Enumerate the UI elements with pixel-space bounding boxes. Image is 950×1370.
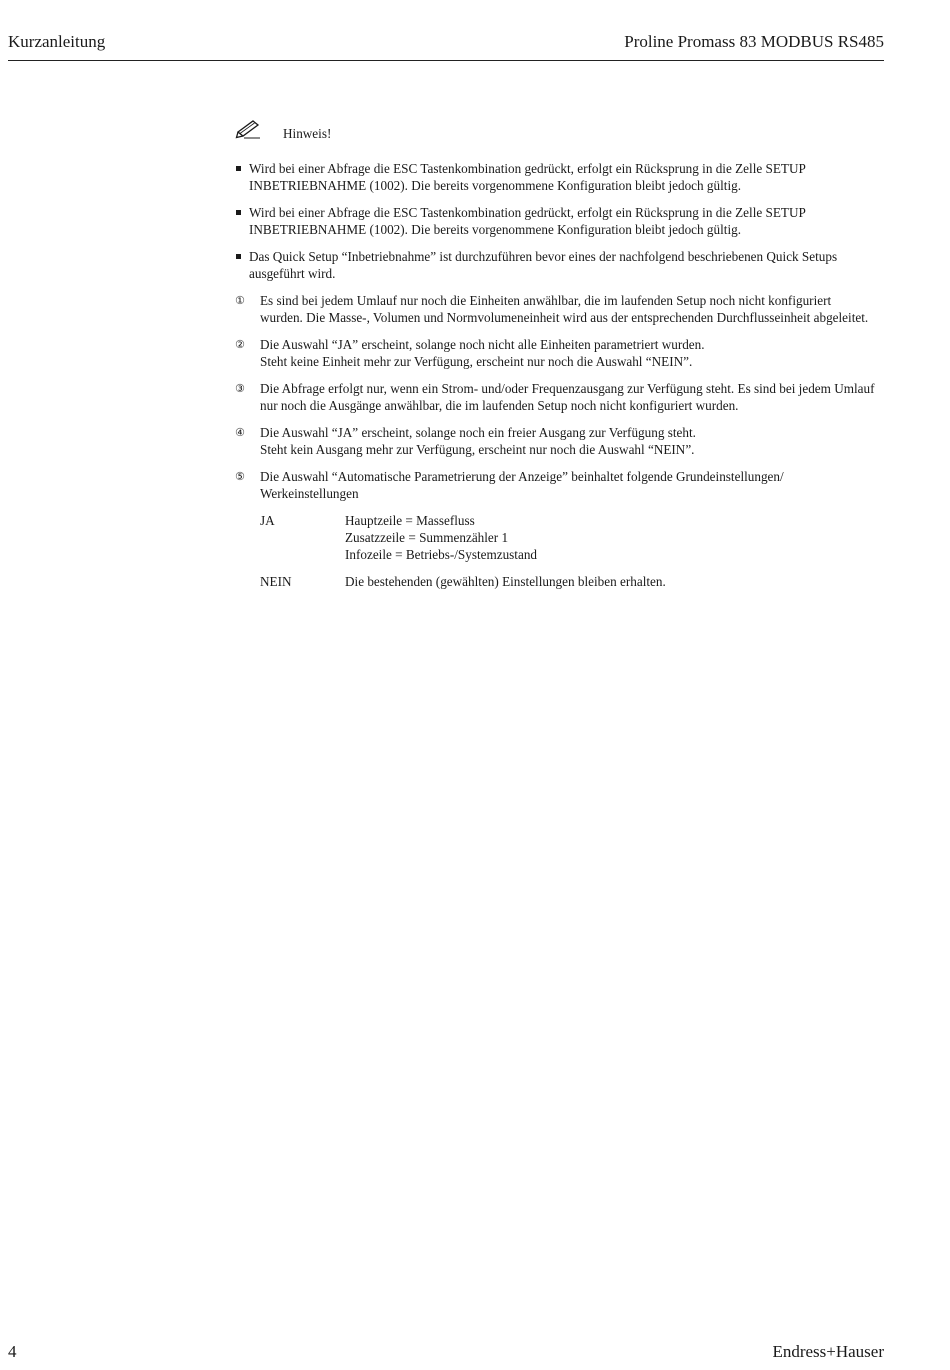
numbered-item [235, 468, 885, 502]
option-line: Infozeile = Betriebs-/Systemzustand [345, 547, 538, 562]
numbered-text-line: Die Auswahl “JA” erscheint, solange noch nicht alle Einheiten parametriert wurden. [260, 337, 705, 352]
bullet-text: Das Quick Setup “Inbetriebnahme” ist durchzuführen bevor eines der nachfolgend beschriebenen Quick Setups ausgeführt wird. [249, 249, 838, 281]
section-title: Kurzanleitung [8, 32, 106, 51]
note-label: Hinweis! [283, 126, 332, 141]
option-ja [260, 512, 885, 563]
brand-name: Endress+Hauser [772, 1342, 884, 1361]
option-line: Hauptzeile = Massefluss [345, 513, 475, 528]
numbered-text-line: Die Abfrage erfolgt nur, wenn ein Strom- und/oder Frequenzausgang zur Verfügung steht. Es sind bei jedem Umlauf [260, 381, 875, 396]
pencil-note-icon [235, 118, 263, 140]
numbered-text-line: Die Auswahl “JA” erscheint, solange noch ein freier Ausgang zur Verfügung steht. [260, 425, 696, 440]
circled-number: ② [235, 338, 245, 351]
numbered-text-line: nur noch die Ausgänge anwählbar, die im laufenden Setup noch nicht konfiguriert wurden. [260, 398, 739, 413]
option-nein [260, 573, 885, 590]
main-content [235, 122, 885, 590]
bullet-square-icon [236, 210, 241, 215]
circled-number: ④ [235, 426, 245, 439]
bullet-square-icon [236, 254, 241, 259]
circled-number: ⑤ [235, 470, 245, 483]
numbered-text-line: wurden. Die Masse-, Volumen und Normvolumeneinheit wird aus der entsprechenden Durchflusseinheit abgeleitet. [260, 310, 869, 325]
page-number: 4 [8, 1342, 17, 1361]
numbered-text-line: Die Auswahl “Automatische Parametrierung der Anzeige” beinhaltet folgende Grundeinstellungen/ [260, 469, 784, 484]
circled-number: ③ [235, 382, 245, 395]
page-header [8, 30, 884, 61]
circled-number: ① [235, 294, 245, 307]
numbered-text-line: Es sind bei jedem Umlauf nur noch die Einheiten anwählbar, die im laufenden Setup noch nicht konfiguriert [260, 293, 832, 308]
bullet-item [235, 248, 885, 282]
bullet-text: Wird bei einer Abfrage die ESC Tastenkombination gedrückt, erfolgt ein Rücksprung in die Zelle SETUP INBETRIEBNAHME (1002). Die bereits vorgenommene Konfiguration bleibt jedoch gültig. [249, 161, 806, 193]
numbered-text-line: Steht keine Einheit mehr zur Verfügung, erscheint nur noch die Auswahl “NEIN”. [260, 354, 693, 369]
document-title: Proline Promass 83 MODBUS RS485 [624, 32, 884, 51]
option-key: NEIN [260, 574, 292, 589]
option-line: Die bestehenden (gewählten) Einstellungen bleiben erhalten. [345, 574, 666, 589]
bullet-item [235, 160, 885, 194]
numbered-item [235, 292, 885, 326]
bullet-text: Wird bei einer Abfrage die ESC Tastenkombination gedrückt, erfolgt ein Rücksprung in die Zelle SETUP INBETRIEBNAHME (1002). Die bereits vorgenommene Konfiguration bleibt jedoch gültig. [249, 205, 806, 237]
bullet-square-icon [236, 166, 241, 171]
option-key: JA [260, 513, 275, 528]
bullet-item [235, 204, 885, 238]
numbered-item [235, 380, 885, 414]
numbered-item [235, 424, 885, 458]
numbered-text-line: Werkeinstellungen [260, 486, 359, 501]
numbered-item [235, 336, 885, 370]
numbered-text-line: Steht kein Ausgang mehr zur Verfügung, erscheint nur noch die Auswahl “NEIN”. [260, 442, 695, 457]
note-heading [235, 122, 885, 146]
option-line: Zusatzzeile = Summenzähler 1 [345, 530, 509, 545]
